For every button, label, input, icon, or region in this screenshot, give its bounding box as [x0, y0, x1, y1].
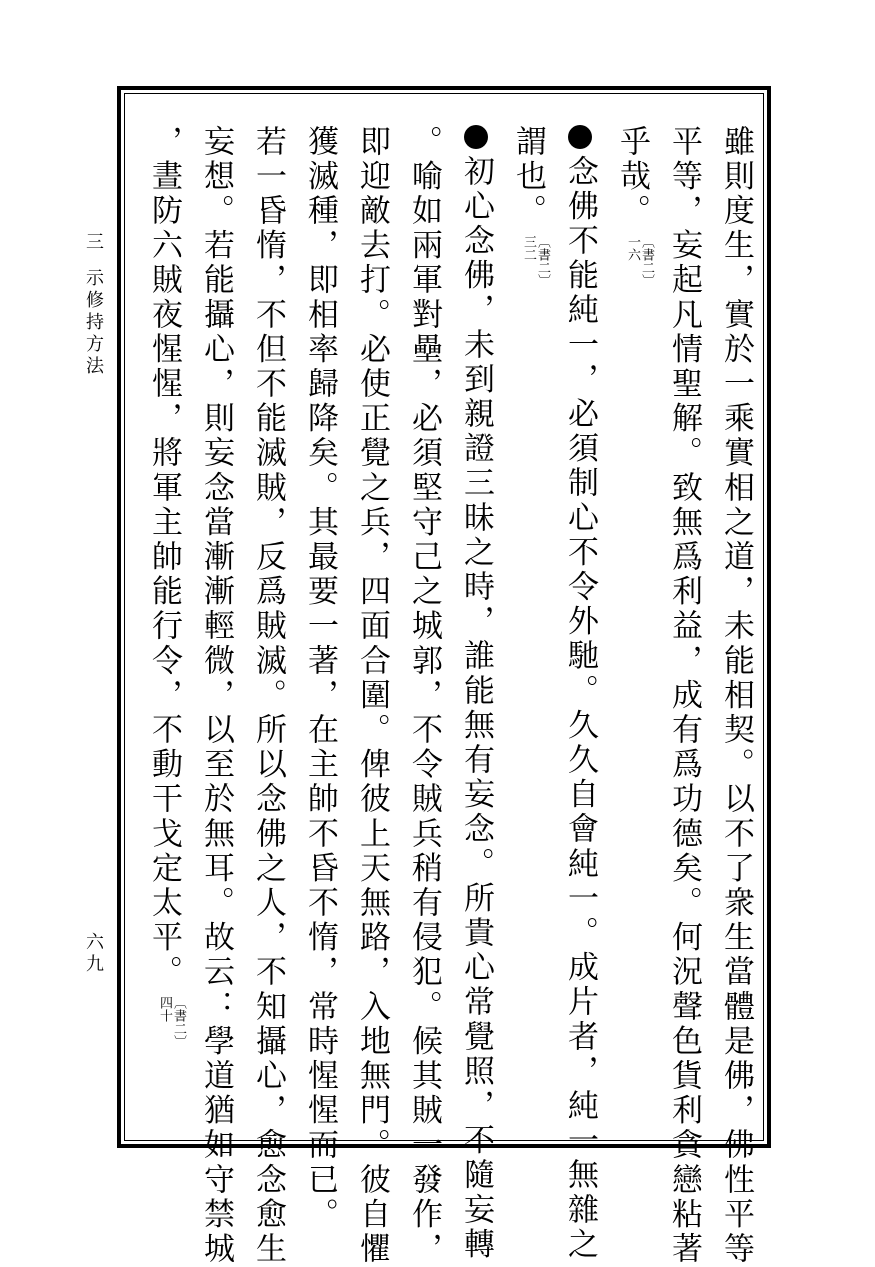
chapter-title: 示修持方法 — [83, 268, 104, 378]
text-line: 初心念佛，未到親證三昧之時，誰能無有妄念。所貴心常覺照，不隨妄轉 — [458, 155, 494, 1263]
text-column: 若一昏惰，不但不能滅賊，反爲賊滅。所以念佛之人，不知攝心，愈念愈生 — [250, 125, 286, 1267]
text-column: 雖則度生，實於一乘實相之道，未能相契。以不了衆生當體是佛，佛性平等 — [718, 125, 754, 1267]
text-column: 獲滅種，即相率歸降矣。其最要一著，在主帥不昏不惰，常時惺惺而已。 — [302, 125, 338, 1233]
bullet-icon — [568, 125, 592, 149]
text-column — [507, 125, 549, 287]
text-column: 即迎敵去打。必使正覺之兵，四面合圍。俾彼上天無路，入地無門。彼自懼 — [354, 125, 390, 1267]
chapter-number: 三 — [83, 232, 104, 254]
text-line: 念佛不能純一，必須制心不令外馳。久久自會純一。成片者，純一無雜之 — [562, 155, 598, 1263]
text-column — [611, 125, 653, 287]
bullet-icon — [464, 125, 488, 149]
text-column — [143, 125, 185, 1048]
source-note: 〔書二〕三二 — [521, 234, 550, 287]
page-number: 六九 — [83, 932, 104, 976]
text-column — [455, 125, 497, 1262]
text-line: 謂也。 — [510, 125, 546, 229]
text-line: 乎哉。 — [614, 125, 650, 229]
source-note: 〔書二〕一六 — [625, 234, 654, 287]
running-head — [80, 232, 106, 378]
text-column: 妄想。若能攝心，則妄念當漸漸輕微，以至於無耳。故云：學道猶如守禁城 — [198, 125, 234, 1267]
text-column — [559, 125, 601, 1262]
text-column: 。喻如兩軍對壘，必須堅守己之城郭，不令賊兵稍有侵犯。候其賊一發作， — [406, 125, 442, 1267]
source-note: 〔書二〕四十 — [157, 996, 186, 1048]
text-column: 平等，妄起凡情聖解。致無爲利益，成有爲功德矣。何況聲色貨利貪戀粘著 — [666, 125, 702, 1267]
text-line: ，晝防六賊夜惺惺，將軍主帥能行令，不動干戈定太平。 — [146, 125, 182, 990]
